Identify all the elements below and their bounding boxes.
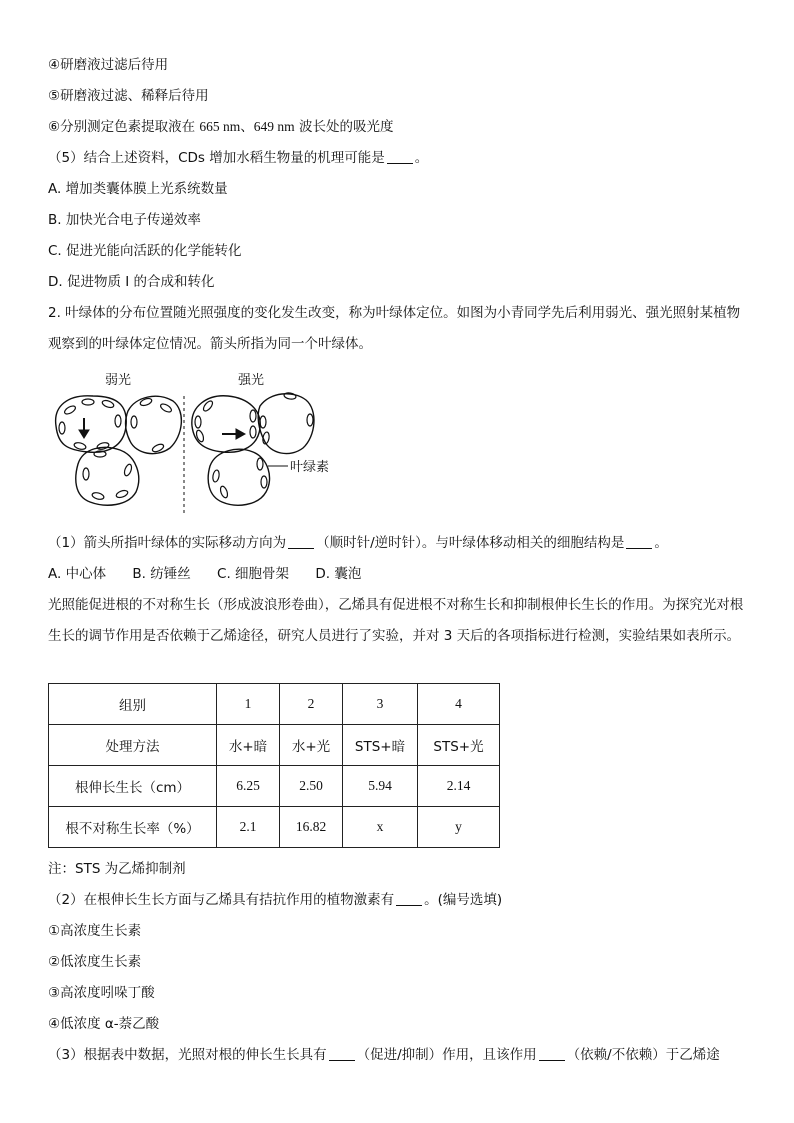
chloroplast-figure <box>48 366 348 516</box>
table-cell: 处理方法 <box>49 725 217 766</box>
question-2-3 <box>48 1045 720 1065</box>
answer-blank[interactable] <box>387 149 413 164</box>
experiment-intro: 光照能促进根的不对称生长（形成波浪形卷曲），乙烯具有促进根不对称生长和抑制根伸长生长的作用。为探究光对根生长的调节作用是否依赖于乙烯途径，研究人员进行了实验，并对 3 天后的各项指标进行检测，实验结果如表所示。 <box>48 597 744 644</box>
option-d[interactable]: D. 囊泡 <box>315 566 362 582</box>
table-cell: 4 <box>418 684 500 725</box>
table-cell: STS+暗 <box>343 725 418 766</box>
question-2-1-end: 。 <box>654 535 668 551</box>
table-row <box>49 807 500 848</box>
table-cell: 3 <box>343 684 418 725</box>
table-cell: 根不对称生长率（%） <box>49 807 217 848</box>
table-cell: 水+暗 <box>217 725 280 766</box>
table-cell: 2.14 <box>418 766 500 807</box>
results-table <box>48 683 500 848</box>
question-5-end: 。 <box>414 150 429 166</box>
step-6 <box>48 117 393 137</box>
question-2-2-text: （2）在根伸长生长方面与乙烯具有拮抗作用的植物激素有 <box>48 892 395 908</box>
arrow-icon <box>79 418 245 439</box>
weak-cells <box>56 396 182 505</box>
choice-4[interactable]: ④低浓度 α-萘乙酸 <box>48 1016 160 1032</box>
table-cell: 6.25 <box>217 766 280 807</box>
step-5: ⑤研磨液过滤、稀释后待用 <box>48 88 209 104</box>
option-c[interactable]: C. 细胞骨架 <box>217 566 290 582</box>
table-row <box>49 684 500 725</box>
question-2-2-end: 。(编号选填) <box>424 892 503 908</box>
table-row <box>49 766 500 807</box>
wavelength-1: 665 nm <box>199 119 241 134</box>
table-cell: 根伸长生长（cm） <box>49 766 217 807</box>
choice-2[interactable]: ②低浓度生长素 <box>48 954 142 970</box>
step-6-tail: 波长处的吸光度 <box>294 119 394 135</box>
question-5-text: （5）结合上述资料，CDs 增加水稻生物量的机理可能是 <box>48 150 385 166</box>
strong-light-label: 强光 <box>237 373 265 388</box>
question-2-3-text: （3）根据表中数据，光照对根的伸长生长具有 <box>48 1047 327 1063</box>
table-cell: x <box>343 807 418 848</box>
step-6-sep: 、 <box>240 119 254 135</box>
table-cell: 水+光 <box>280 725 343 766</box>
option-d[interactable]: D. 促进物质 I 的合成和转化 <box>48 274 215 290</box>
hormone-blank[interactable] <box>396 891 422 906</box>
chloroplast-callout: 叶绿素 <box>290 460 330 475</box>
table-cell: 5.94 <box>343 766 418 807</box>
option-a[interactable]: A. 中心体 <box>48 566 107 582</box>
option-b[interactable]: B. 纺锤丝 <box>132 566 191 582</box>
structure-blank[interactable] <box>626 534 652 549</box>
table-cell: 16.82 <box>280 807 343 848</box>
chloroplasts <box>59 392 313 500</box>
table-cell: y <box>418 807 500 848</box>
direction-blank[interactable] <box>288 534 314 549</box>
step-4: ④研磨液过滤后待用 <box>48 57 169 73</box>
question-2-1-text: （1）箭头所指叶绿体的实际移动方向为 <box>48 535 287 551</box>
question-2-1-options <box>48 564 383 584</box>
table-note: 注：STS 为乙烯抑制剂 <box>48 861 186 877</box>
effect-blank[interactable] <box>329 1046 355 1061</box>
step-6-text: ⑥分别测定色素提取液在 <box>48 119 200 135</box>
option-c[interactable]: C. 促进光能向活跃的化学能转化 <box>48 243 242 259</box>
option-b[interactable]: B. 加快光合电子传递效率 <box>48 212 201 228</box>
option-a[interactable]: A. 增加类囊体膜上光系统数量 <box>48 181 228 197</box>
table-cell: STS+光 <box>418 725 500 766</box>
table-cell: 组别 <box>49 684 217 725</box>
question-2-3-mid: （促进/抑制）作用，且该作用 <box>356 1047 537 1063</box>
wavelength-2: 649 nm <box>253 119 295 134</box>
choice-3[interactable]: ③高浓度吲哚丁酸 <box>48 985 155 1001</box>
question-2-stem: 2. 叶绿体的分布位置随光照强度的变化发生改变，称为叶绿体定位。如图为小青同学先后利用弱光、强光照射某植物观察到的叶绿体定位情况。箭头所指为同一个叶绿体。 <box>48 305 741 352</box>
question-5 <box>48 148 428 168</box>
table-cell: 1 <box>217 684 280 725</box>
weak-light-label: 弱光 <box>104 373 132 388</box>
table-row <box>49 725 500 766</box>
dependence-blank[interactable] <box>539 1046 565 1061</box>
question-2-1 <box>48 533 668 553</box>
table-cell: 2 <box>280 684 343 725</box>
table-cell: 2.50 <box>280 766 343 807</box>
table-cell: 2.1 <box>217 807 280 848</box>
question-2-2 <box>48 890 502 910</box>
choice-1[interactable]: ①高浓度生长素 <box>48 923 142 939</box>
question-2-3-end: （依赖/不依赖）于乙烯途 <box>566 1047 720 1063</box>
question-2-1-mid: （顺时针/逆时针）。与叶绿体移动相关的细胞结构是 <box>316 535 625 551</box>
